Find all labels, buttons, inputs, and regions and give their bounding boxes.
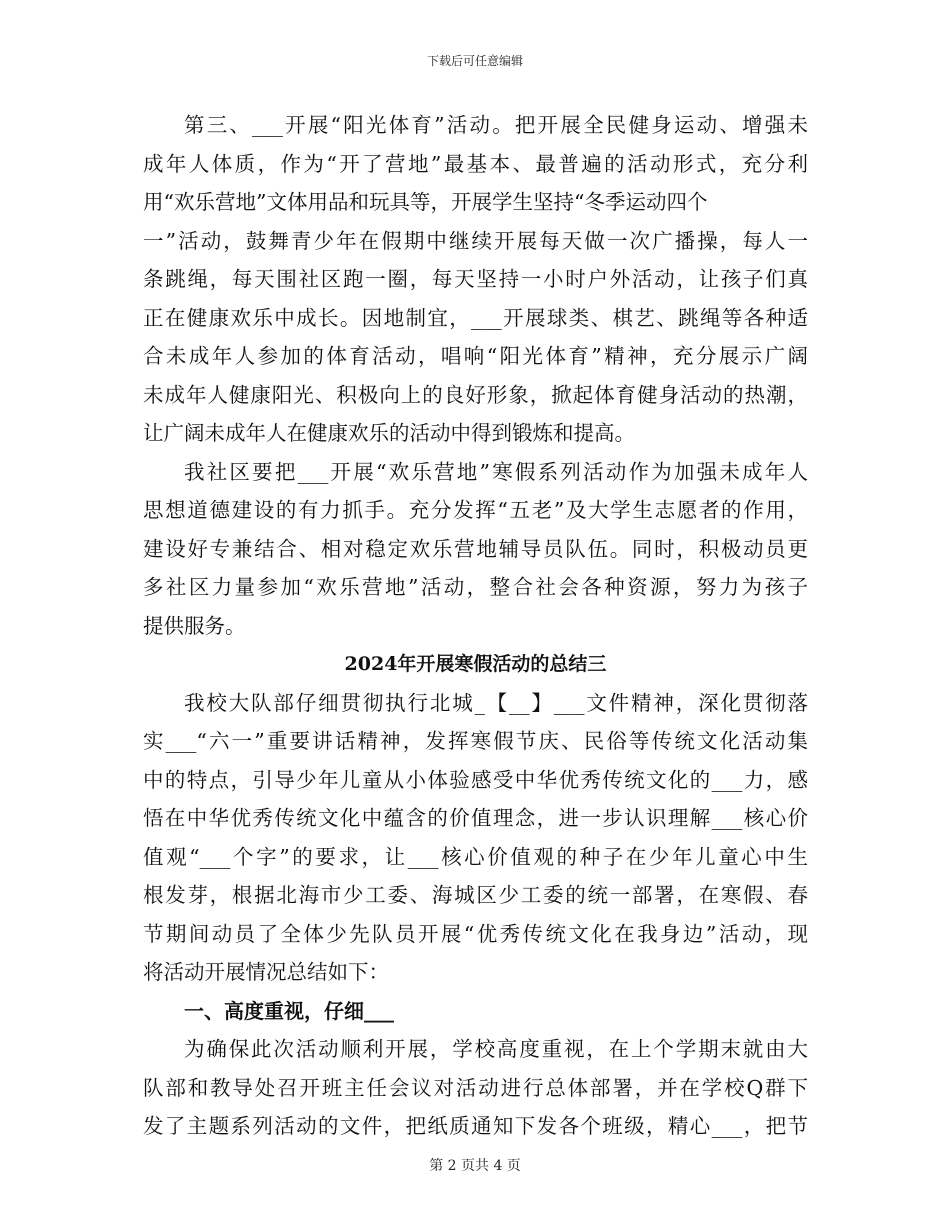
text-line: 建设好专兼结合、相对稳定欢乐营地辅导员队伍。同时，积极动员更 <box>143 536 808 561</box>
text-line: 用“欢乐营地”文体用品和玩具等，开展学生坚持“冬季运动四个 <box>143 190 708 214</box>
paragraph-sunshine-sports <box>143 106 808 453</box>
document-body <box>143 106 808 1146</box>
text-line: 节期间动员了全体少先队员开展“优秀传统文化在我身边”活动，现 <box>143 921 808 946</box>
text-line: 成年人体质，作为“开了营地”最基本、最普遍的活动形式，充分利 <box>143 151 808 176</box>
text-line: 我社区要把___开展“欢乐营地”寒假系列活动作为加强未成年人 <box>184 459 808 484</box>
text-line: 未成年人健康阳光、积极向上的良好形象，掀起体育健身活动的热潮， <box>143 382 808 407</box>
text-line: 队部和教导处召开班主任会议对活动进行总体部署，并在学校Q群下 <box>143 1075 808 1100</box>
text-line: 第三、___开展“阳光体育”活动。把开展全民健身运动、增强未 <box>184 113 808 137</box>
text-line: 合未成年人参加的体育活动，唱响“阳光体育”精神，充分展示广阔 <box>143 344 808 368</box>
text-line: 我校大队部仔细贯彻执行北城_【__】___文件精神，深化贯彻落 <box>184 690 808 715</box>
text-line: 多社区力量参加“欢乐营地”活动，整合社会各种资源，努力为孩子 <box>143 575 808 599</box>
text-line: 正在健康欢乐中成长。因地制宜，___开展球类、棋艺、跳绳等各种适 <box>143 305 808 330</box>
subheading: 一、高度重视，仔细___ <box>184 998 394 1023</box>
text-line: 将活动开展情况总结如下： <box>143 960 389 984</box>
text-line: 值观“___个字”的要求，让___核心价值观的种子在少年儿童心中生 <box>143 844 808 869</box>
paragraph-school-summary <box>143 684 808 992</box>
text-line: 让广阔未成年人在健康欢乐的活动中得到锻炼和提高。 <box>143 421 635 445</box>
text-line: 根发芽，根据北海市少工委、海城区少工委的统一部署，在寒假、春 <box>143 883 808 907</box>
text-line: 中的特点，引导少年儿童从小体验感受中华优秀传统文化的___力，感 <box>143 767 808 792</box>
text-line: 思想道德建设的有力抓手。充分发挥“五老”及大学生志愿者的作用， <box>143 498 808 522</box>
text-line: 实___“六一”重要讲话精神，发挥寒假节庆、民俗等传统文化活动集 <box>143 729 808 753</box>
text-line: 为确保此次活动顺利开展，学校高度重视，在上个学期末就由大 <box>184 1037 808 1061</box>
paragraph-preparation <box>143 1030 808 1146</box>
page-footer: 第 2 页共 4 页 <box>429 1158 521 1174</box>
text-line: 提供服务。 <box>143 613 246 638</box>
section-title: 2024年开展寒假活动的总结三 <box>344 653 607 675</box>
text-line: 发了主题系列活动的文件，把纸质通知下发各个班级，精心___，把节 <box>143 1114 808 1138</box>
paragraph-community-plan <box>143 453 808 646</box>
text-line: 悟在中华优秀传统文化中蕴含的价值理念，进一步认识理解___核心价 <box>143 806 808 830</box>
page-header: 下载后可任意编辑 <box>426 54 523 68</box>
text-line: 一”活动，鼓舞青少年在假期中继续开展每天做一次广播操，每人一 <box>143 228 808 253</box>
text-line: 条跳绳，每天围社区跑一圈，每天坚持一小时户外活动，让孩子们真 <box>143 267 808 291</box>
